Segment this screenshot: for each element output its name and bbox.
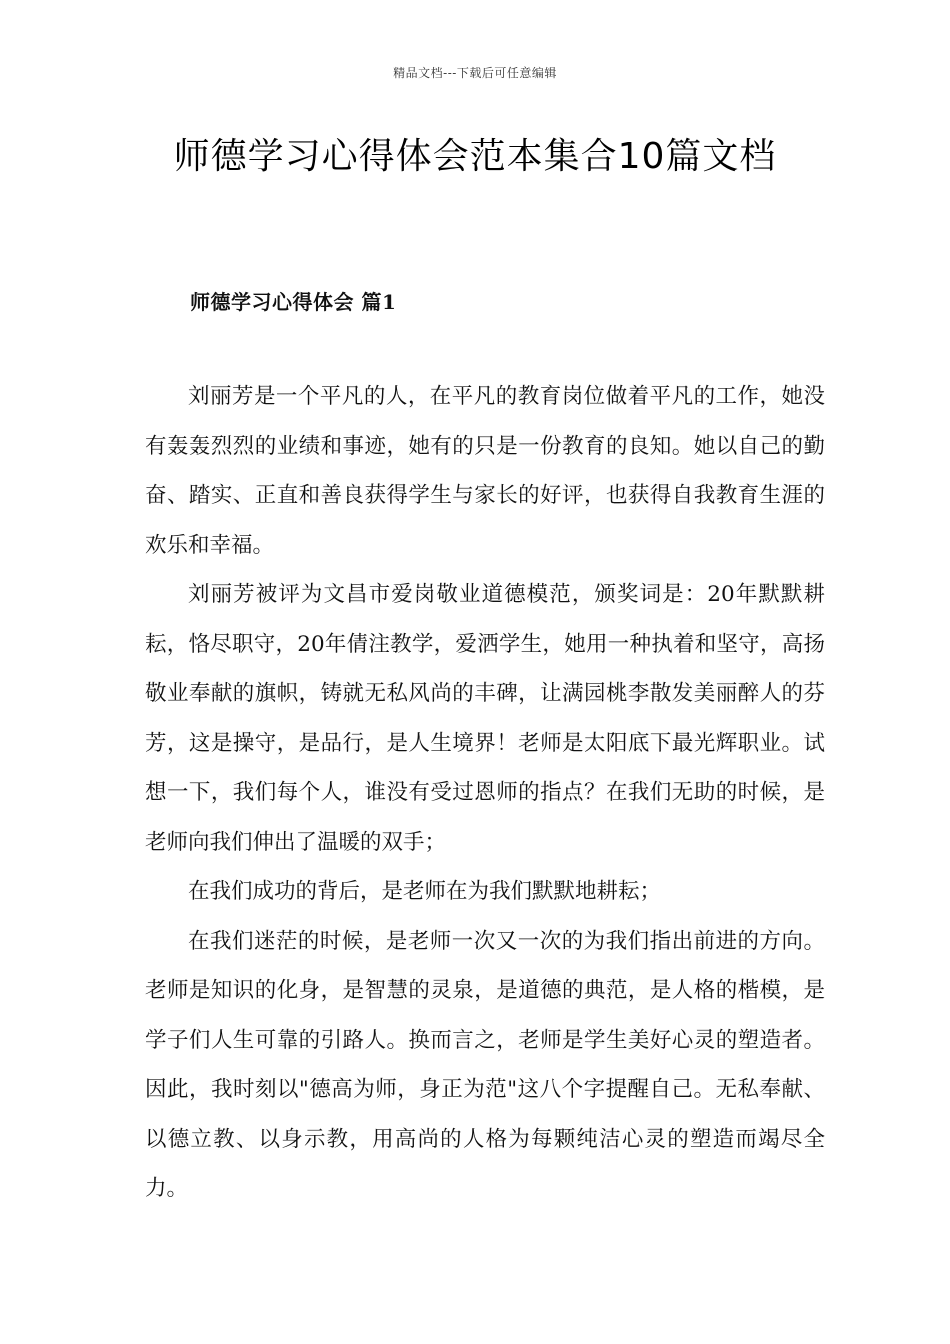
body-text <box>145 372 825 1214</box>
paragraph-2: 刘丽芳被评为文昌市爱岗敬业道德模范，颁奖词是：20年默默耕耘，恪尽职守，20年倩注教学，爱洒学生，她用一种执着和坚守，高扬敬业奉献的旗帜，铸就无私风尚的丰碑，让满园桃李散发美丽醉人的芬芳，这是操守，是品行，是人生境界！老师是太阳底下最光辉职业。试想一下，我们每个人，谁没有受过恩师的指点？在我们无助的时候，是老师向我们伸出了温暖的双手； <box>145 582 825 855</box>
paragraph-1: 刘丽芳是一个平凡的人，在平凡的教育岗位做着平凡的工作，她没有轰轰烈烈的业绩和事迹，她有的只是一份教育的良知。她以自己的勤奋、踏实、正直和善良获得学生与家长的好评，也获得自我教育生涯的欢乐和幸福。 <box>145 384 825 558</box>
page-header: 精品文档---下载后可任意编辑 <box>393 66 557 80</box>
section-heading: 师德学习心得体会 篇1 <box>190 290 397 314</box>
paragraph-3: 在我们成功的背后，是老师在为我们默默地耕耘； <box>188 879 662 904</box>
paragraph-4: 在我们迷茫的时候，是老师一次又一次的为我们指出前进的方向。老师是知识的化身，是智慧的灵泉，是道德的典范，是人格的楷模，是学子们人生可靠的引路人。换而言之，老师是学生美好心灵的塑造者。因此，我时刻以"德高为师，身正为范"这八个字提醒自己。无私奉献、以德立教、以身示教，用高尚的人格为每颗纯洁心灵的塑造而竭尽全力。 <box>145 928 825 1201</box>
document-title: 师德学习心得体会范本集合10篇文档 <box>173 136 777 177</box>
